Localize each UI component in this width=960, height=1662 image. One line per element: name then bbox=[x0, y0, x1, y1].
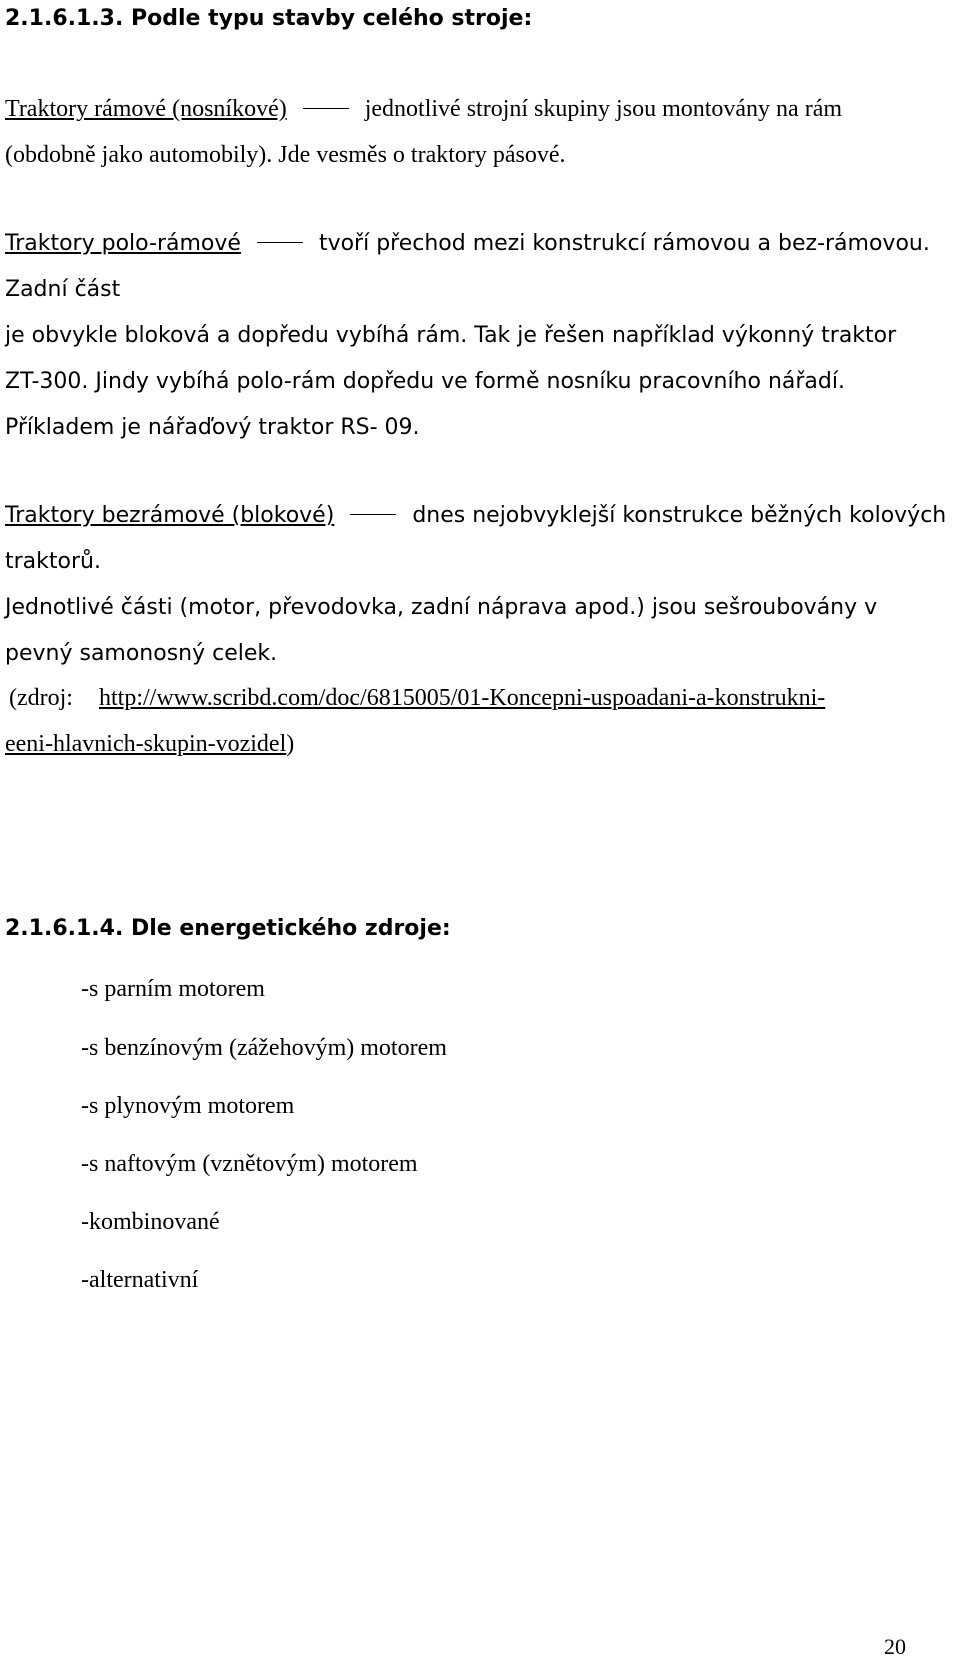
text-run: jednotlivé strojní skupiny jsou montovány na rám bbox=[364, 96, 843, 122]
paragraph-line: pevný samonosný celek. bbox=[5, 641, 278, 666]
list-item: -s benzínovým (zážehovým) motorem bbox=[81, 1035, 447, 1061]
paragraph-line bbox=[5, 502, 946, 530]
list-item: -kombinované bbox=[81, 1209, 220, 1235]
paragraph-line: traktorů. bbox=[5, 549, 101, 574]
em-dash bbox=[350, 514, 396, 515]
source-link[interactable]: http://www.scribd.com/doc/6815005/01-Koncepni-uspoadani-a-konstrukni- bbox=[98, 685, 826, 711]
source-link-continued[interactable]: eeni-hlavnich-skupin-vozidel bbox=[5, 731, 287, 757]
paragraph-line bbox=[5, 730, 294, 758]
section-heading-2: 2.1.6.1.4. Dle energetického zdroje: bbox=[5, 916, 451, 941]
em-dash bbox=[303, 108, 349, 109]
paragraph-line: je obvykle bloková a dopředu vybíhá rám. Tak je řešen například výkonný traktor bbox=[5, 323, 897, 348]
paragraph-line: (obdobně jako automobily). Jde vesměs o traktory pásové. bbox=[5, 142, 566, 168]
text-run: dnes nejobvyklejší konstrukce běžných kolových bbox=[412, 503, 947, 528]
term-frame-tractors: Traktory rámové (nosníkové) bbox=[5, 96, 287, 122]
list-item: -s naftovým (vznětovým) motorem bbox=[81, 1151, 418, 1177]
term-frameless-tractors: Traktory bezrámové (blokové) bbox=[5, 503, 335, 528]
paragraph-line bbox=[5, 230, 930, 258]
paragraph-line bbox=[5, 95, 842, 123]
list-item: -alternativní bbox=[81, 1267, 199, 1293]
paragraph-line: Zadní část bbox=[5, 277, 121, 302]
em-dash bbox=[257, 242, 303, 243]
source-label: (zdroj: bbox=[9, 685, 73, 711]
list-item: -s plynovým motorem bbox=[81, 1093, 295, 1119]
paragraph-line: Jednotlivé části (motor, převodovka, zadní náprava apod.) jsou sešroubovány v bbox=[5, 595, 878, 620]
term-semi-frame-tractors: Traktory polo-rámové bbox=[5, 231, 241, 256]
section-heading-1: 2.1.6.1.3. Podle typu stavby celého stroje: bbox=[5, 6, 533, 31]
paragraph-line bbox=[9, 684, 825, 712]
paragraph-line: Příkladem je nářaďový traktor RS- 09. bbox=[5, 415, 420, 440]
text-run: ) bbox=[286, 731, 295, 757]
page-number: 20 bbox=[884, 1634, 906, 1659]
paragraph-line: ZT-300. Jindy vybíhá polo-rám dopředu ve formě nosníku pracovního nářadí. bbox=[5, 369, 845, 394]
text-run: tvoří přechod mezi konstrukcí rámovou a bez-rámovou. bbox=[318, 231, 930, 256]
list-item: -s parním motorem bbox=[81, 976, 265, 1002]
